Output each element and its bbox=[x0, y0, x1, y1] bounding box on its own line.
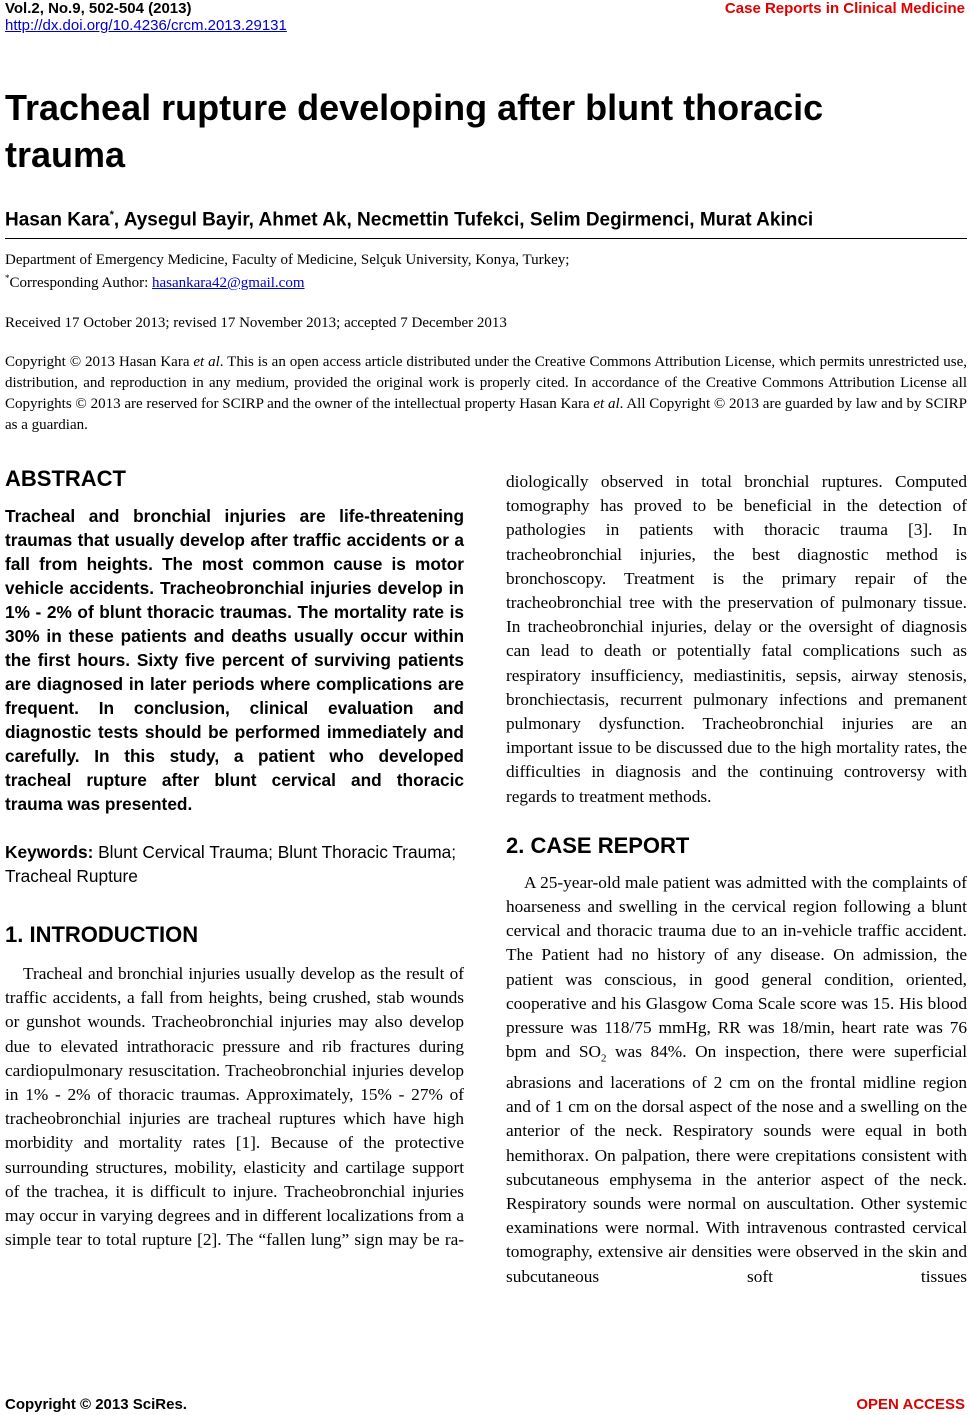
abstract-text: Tracheal and bronchial injuries are life-threatening traumas that usually develop after traffic accidents or a fall from heights. The most common cause is motor vehicle accidents. Tracheobronchial injuries develop in 1% - 2% of blunt thoracic traumas. The mortality rate is 30% in these patients and deaths usually occur within the first hours. Sixty five percent of surviving patients are diagnosed in later periods where complications are frequent. In conclusion, clinical evaluation and diagnostic tests should be performed immediately and carefully. In this study, a patient who developed tracheal rupture after blunt cervical and thoracic trauma was presented. bbox=[5, 506, 464, 814]
open-access-label: OPEN ACCESS bbox=[856, 1396, 965, 1413]
keywords-label: Keywords: bbox=[5, 842, 99, 862]
corresponding-mark: * bbox=[5, 273, 10, 283]
introduction-heading: 1. INTRODUCTION bbox=[5, 922, 199, 947]
abstract-heading: ABSTRACT bbox=[5, 466, 126, 491]
received-dates: Received 17 October 2013; revised 17 November 2013; accepted 7 December 2013 bbox=[5, 315, 507, 331]
affiliation: Department of Emergency Medicine, Faculty of Medicine, Selçuk University, Konya, Turkey; bbox=[5, 252, 570, 268]
journal-name: Case Reports in Clinical Medicine bbox=[724, 0, 965, 17]
doi-link[interactable]: http://dx.doi.org/10.4236/crcm.2013.29131 bbox=[5, 17, 287, 34]
keywords-text: Blunt Cervical Trauma; Blunt Thoracic Trauma; Tracheal Rupture bbox=[5, 842, 457, 886]
footer-copyright: Copyright © 2013 SciRes. bbox=[5, 1396, 187, 1413]
case-report-heading: 2. CASE REPORT bbox=[506, 832, 690, 858]
article-title: Tracheal rupture developing after blunt thoracic trauma bbox=[5, 87, 824, 175]
corresponding-mark: * bbox=[109, 209, 114, 221]
copyright-notice: Copyright © 2013 Hasan Kara et al. This is an open access article distributed under the Creative Commons Attribution License, which permits unrestricted use, distribution, and reproduction in any medium, provided the original work is properly cited. In accordance of the Creative Commons Attribution License all Copyrights © 2013 are reserved for SCIRP and the owner of the intellectual property Hasan Kara et al. All Copyright © 2013 are guarded by law and by SCIRP as a guardian. bbox=[5, 354, 968, 433]
journal-volume: Vol.2, No.9, 502-504 (2013) bbox=[5, 0, 192, 17]
left-column bbox=[5, 466, 464, 1252]
introduction-text-continued: diologically observed in total bronchial ruptures. Computed tomography has proved to be beneficial in the detection of pathologies in patients with thoracic trauma [3]. In tracheobronchial injuries, the best diagnostic method is bronchoscopy. Treatment is the primary repair of the tracheobronchial tree with the preservation of pulmonary tissue. In tracheobronchial injuries, delay or the oversight of diagnosis can lead to death or potentially fatal complications such as respiratory insufficiency, mediastinitis, sepsis, airway stenosis, bronchiectasis, recurrent pulmonary infections and premanent pulmonary dysfunction. Tracheobronchial injuries are an important issue to be discussed due to the high mortality rates, the difficulties in diagnosis and the continuing controversy with regards to treatment methods. bbox=[506, 472, 967, 806]
title-divider bbox=[5, 238, 967, 239]
other-authors: , Aysegul Bayir, Ahmet Ak, Necmettin Tufekci, Selim Degirmenci, Murat Akinci bbox=[113, 209, 814, 231]
author-list bbox=[5, 209, 813, 231]
first-author: Hasan Kara bbox=[5, 209, 110, 231]
corresponding-author bbox=[5, 273, 305, 292]
introduction-text: Tracheal and bronchial injuries usually develop as the result of traffic accidents, a fall from heights, being crushed, stab wounds or gunshot wounds. Tracheobronchial injuries may also develop due to elevated intrathoracic pressure and rib fractures during cardiopulmonary resuscitation. Tracheobronchial injuries develop in 1% - 2% of thoracic traumas. Approximately, 15% - 27% of tracheobronchial injuries are tracheal ruptures which have high morbidity and mortality rates [1]. Because of the protective surrounding structures, mobility, elasticity and cartilage support of the trachea, it is difficult to injure. Tracheobronchial injuries may occur in varying degrees and in different localizations from a simple tear to total rupture [2]. The “fallen lung” sign may be ra- bbox=[5, 964, 464, 1250]
keywords bbox=[5, 840, 464, 888]
case-report-text: A 25-year-old male patient was admitted with the complaints of hoarseness and swelling in the cervical region following a blunt cervical and thoracic trauma due to an in-vehicle traffic accident. The Patient had no history of any disease. On admission, the patient was conscious, in good general condition, oriented, cooperative and his Glasgow Coma Scale score was 15. His blood pressure was 118/75 mmHg, RR was 18/min, heart rate was 76 bpm and $SO_2$ was 84%. On inspection, there were superficial abrasions and lacerations of 2 cm on the frontal midline region and of 1 cm on the dorsal aspect of the nose and a swelling on the anterior of the neck. Respiratory sounds were equal in both hemithorax. On palpation, there were crepitations consistent with subcutaneous emphysema in the anterior aspect of the neck. Respiratory sounds were normal on auscultation. Other systemic examinations were normal. With intravenous contrasted cervical tomography, extensive air densities were observed in the skin and subcutaneous soft tissues bbox=[506, 872, 967, 1286]
right-column bbox=[506, 470, 967, 1289]
corresponding-label: Corresponding Author: bbox=[9, 275, 152, 291]
author-email-link[interactable]: hasankara42@gmail.com bbox=[152, 275, 305, 291]
